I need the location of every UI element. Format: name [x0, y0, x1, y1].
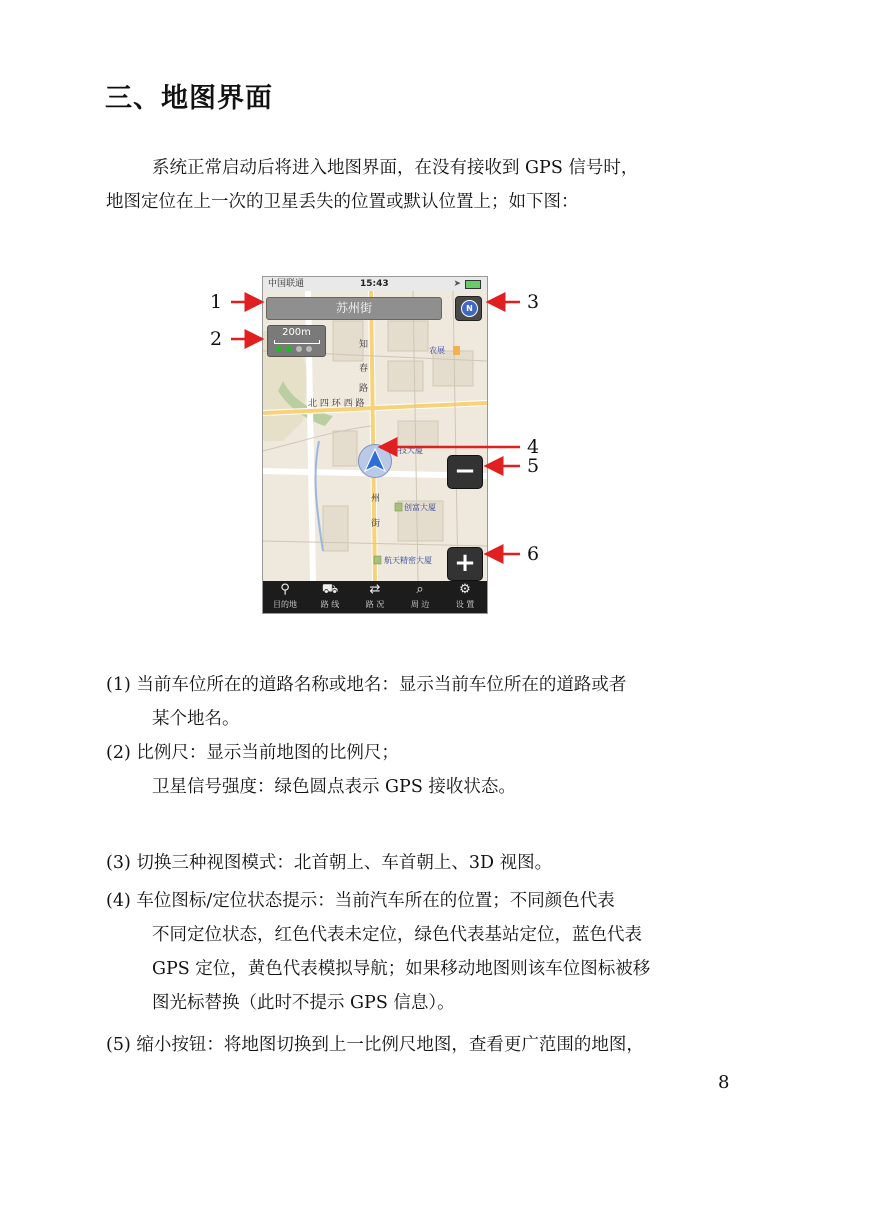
- list-item-line: (5) 缩小按钮：将地图切换到上一比例尺地图，查看更广范围的地图，: [106, 1035, 644, 1055]
- list-item-line: 某个地名。: [152, 709, 240, 729]
- item-4: [106, 884, 746, 1020]
- toolbar-settings[interactable]: ⚙ 设 置: [443, 581, 487, 613]
- nearby-search-icon: ⌕: [416, 582, 424, 597]
- intro-line: 地图定位在上一次的卫星丢失的位置或默认位置上；如下图：: [106, 192, 579, 212]
- list-item-line: 卫星信号强度：绿色圆点表示 GPS 接收状态。: [152, 777, 516, 797]
- toolbar-nearby[interactable]: ⌕ 周 边: [398, 581, 442, 613]
- road-label-v1c: 路: [359, 384, 369, 394]
- signpost-icon: ⇄: [369, 582, 381, 597]
- poi-label: 科技大厦: [391, 446, 423, 455]
- callout-number: 3: [527, 291, 540, 313]
- item-3: [106, 846, 746, 880]
- poi-label: 农展: [429, 346, 445, 355]
- location-arrow-icon: ➤: [453, 279, 461, 289]
- callout-number: 4: [527, 436, 540, 458]
- list-item-line: (4) 车位图标/定位状态提示：当前汽车所在的位置；不同颜色代表: [106, 891, 615, 911]
- road-label-h: 北 四 环 西 路: [308, 399, 365, 409]
- search-icon: ⚲: [280, 582, 290, 597]
- list-item-line: (1) 当前车位所在的道路名称或地名：显示当前车位所在的道路或者: [106, 675, 627, 695]
- item-5: [106, 1028, 746, 1062]
- callout-number: 5: [527, 455, 540, 477]
- list-item-line: 图光标替换（此时不提示 GPS 信息）。: [152, 993, 455, 1013]
- road-name-bar: 苏州街: [266, 297, 442, 320]
- poi-label: 航天精密大厦: [384, 556, 432, 565]
- intro-line: 系统正常启动后将进入地图界面，在没有接收到 GPS 信号时，: [152, 158, 639, 178]
- status-time: 15:43: [360, 279, 389, 289]
- toolbar-destination[interactable]: ⚲ 目的地: [263, 581, 307, 613]
- callout-number: 2: [210, 328, 223, 350]
- compass-icon: N: [461, 300, 478, 317]
- list-item-line: (2) 比例尺：显示当前地图的比例尺；: [106, 743, 399, 763]
- road-label-v1b: 春: [359, 364, 369, 374]
- page-number: 8: [718, 1072, 730, 1093]
- carrier-label: 中国联通: [268, 279, 305, 289]
- toolbar-route[interactable]: ⛟ 路 线: [308, 581, 352, 613]
- road-label-v2b: 街: [371, 519, 381, 529]
- toolbar-traffic[interactable]: ⇄ 路 况: [353, 581, 397, 613]
- road-label-v2: 州: [371, 494, 381, 504]
- callout-number: 1: [210, 291, 223, 313]
- list-item-line: GPS 定位，黄色代表模拟导航；如果移动地图则该车位图标被移: [152, 959, 651, 979]
- zoom-out-button[interactable]: −: [447, 455, 483, 489]
- poi-label: 创富大厦: [404, 503, 436, 512]
- callout-number: 6: [527, 543, 540, 565]
- section-heading: 三、地图界面: [105, 83, 273, 114]
- item-1: [106, 668, 746, 736]
- scale-label: 200m: [282, 327, 311, 338]
- zoom-in-button[interactable]: +: [447, 547, 483, 581]
- car-icon: ⛟: [321, 582, 339, 597]
- road-label-v1: 知: [359, 340, 369, 350]
- gear-icon: ⚙: [459, 582, 471, 597]
- item-2: [106, 736, 746, 804]
- list-item-line: (3) 切换三种视图模式：北首朝上、车首朝上、3D 视图。: [106, 853, 553, 873]
- list-item-line: 不同定位状态，红色代表未定位，绿色代表基站定位，蓝色代表: [152, 925, 642, 945]
